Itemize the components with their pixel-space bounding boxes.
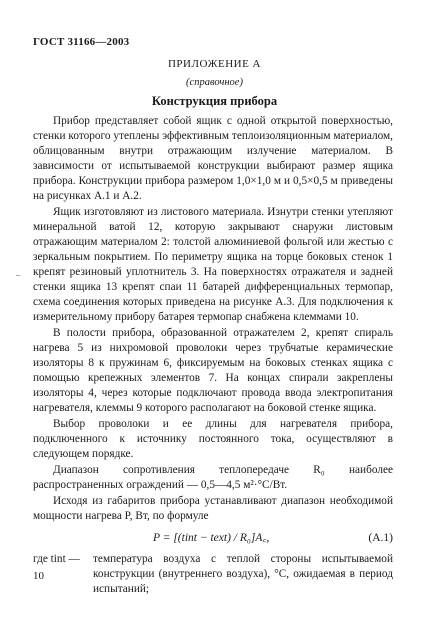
paragraph: Ящик изготовляют из листового материала. Изнутри стенки утепляют минеральной ватой 12, которую закрывают снаружи листовым отражающим материалом 2: толстой алюминиевой фольгой или жестью с зеркальным покрытием. По периметру ящика на торце боковых стенок 1 крепят резиновый уплотнитель 3. На поверхностях отражателя и задней стенки ящика 13 крепят спаи 11 батарей дифференциальных термопар, схема соединения которых приведена на рисунке А.3. Для подключения к измерительному прибору батарея термопар снабжена клеммами 10.	[33, 206, 393, 323]
formula-expression: P = [(tint − text) / R₀]A꜀,	[153, 532, 270, 544]
definition-text: температура воздуха с теплой стороны испытываемой конструкции (внутреннего воздуха), °С, ожидаемая в период испытаний;	[93, 553, 393, 595]
page-number: 10	[33, 570, 44, 582]
formula-line	[33, 528, 393, 550]
standard-code: ГОСТ 31166—2003	[33, 36, 130, 48]
formula-number: (А.1)	[368, 532, 393, 544]
appendix-note: (справочное)	[186, 77, 243, 88]
paragraph: Прибор представляет собой ящик с одной открытой поверхностью, стенки которого утеплены эффективным теплоизоляционным материалом, облицованным внутри отражающим излучение материалом. В зависимости от испытываемой конструкции выбирают размер ящика прибора. Конструкции прибора размером 1,0×1,0 м и 0,5×0,5 м приведены на рисунках А.1 и А.2.	[33, 115, 393, 202]
margin-mark: –	[16, 270, 21, 280]
body-text	[33, 114, 393, 597]
definition	[33, 552, 393, 597]
paragraph: Диапазон сопротивления теплопередаче R₀ наиболее распространенных ограждений — 0,5—4,5 м²·°С/Вт.	[33, 464, 393, 491]
appendix-title: Конструкция прибора	[151, 94, 278, 108]
paragraph: В полости прибора, образованной отражателем 2, крепят спираль нагрева 5 из нихромовой проволоки через трубчатые керамические изоляторы 8 к пружинам 6, фиксируемым на боковых стенках ящика с помощью крепежных элементов 7. На концах спирали закреплены изоляторы 4, через которые подключают провода ввода электропитания нагревателя, клеммы 9 которого располагают на боковой стенке ящика.	[33, 327, 393, 414]
paragraph: Исходя из габаритов прибора устанавливают диапазон необходимой мощности нагрева P, Вт, по формуле	[33, 495, 393, 522]
paragraph: Выбор проволоки и ее длины для нагревателя прибора, подключенного к источнику постоянного тока, осуществляют в следующем порядке.	[33, 418, 393, 460]
definition-label: где tint —	[33, 553, 80, 565]
appendix-label: ПРИЛОЖЕНИЕ А	[167, 58, 261, 70]
